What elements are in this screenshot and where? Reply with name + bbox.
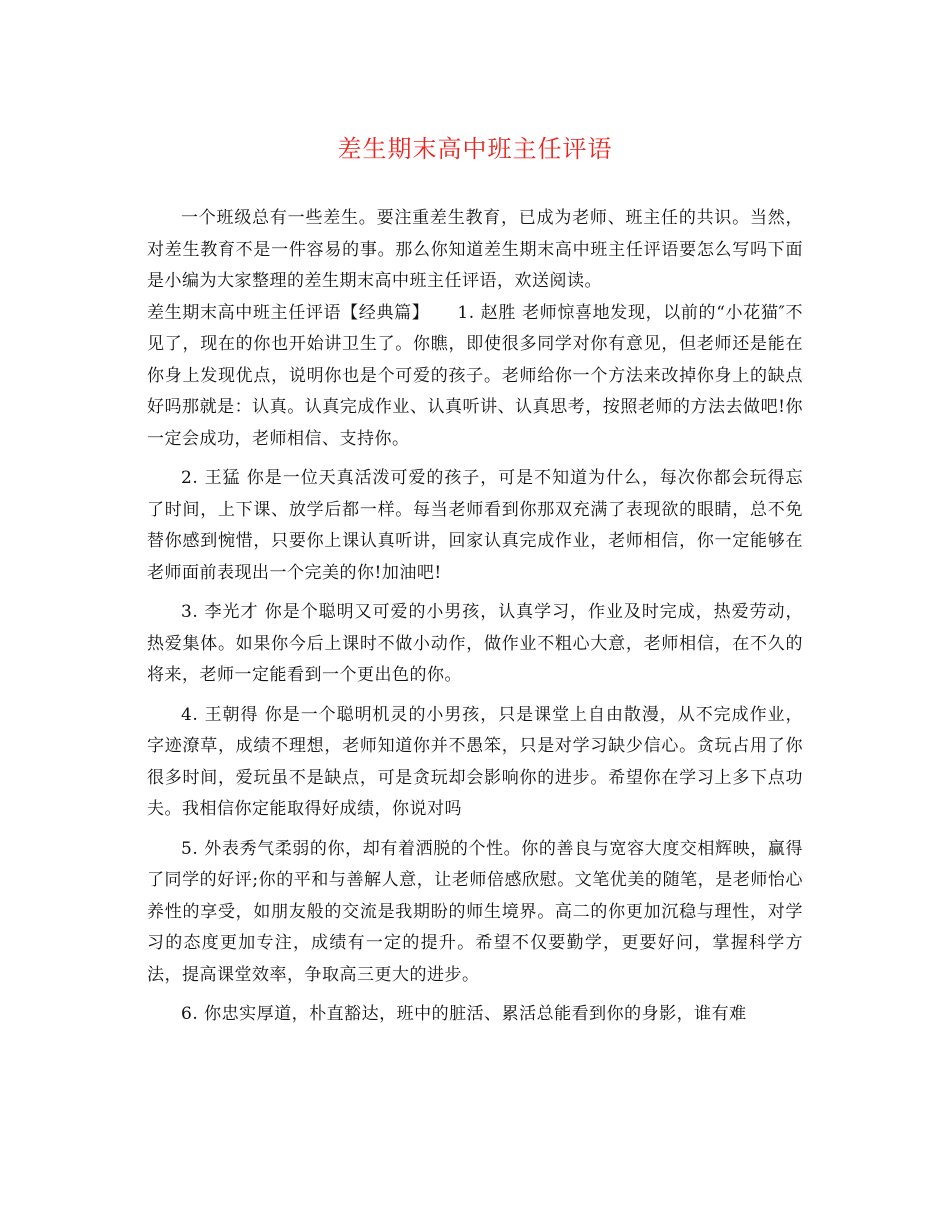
section-paragraph-1 (147, 298, 803, 456)
comment-item-3: 3. 李光才 你是个聪明又可爱的小男孩，认真学习，作业及时完成，热爱劳动，热爱集体。如果你今后上课时不做小动作，做作业不粗心大意，老师相信，在不久的将来，老师一定能看到一个更出色的你。 (147, 602, 803, 685)
intro-paragraph: 一个班级总有一些差生。要注重差生教育，已成为老师、班主任的共识。当然，对差生教育不是一件容易的事。那么你知道差生期末高中班主任评语要怎么写吗下面是小编为大家整理的差生期末高中班主任评语，欢送阅读。 (147, 208, 803, 291)
comment-item-2: 2. 王猛 你是一位天真活泼可爱的孩子，可是不知道为什么，每次你都会玩得忘了时间，上下课、放学后都一样。每当老师看到你那双充满了表现欲的眼睛，总不免替你感到惋惜，只要你上课认真听讲，回家认真完成作业，老师相信，你一定能够在老师面前表现出一个完美的你!加油吧! (147, 468, 803, 583)
comment-item-4: 4. 王朝得 你是一个聪明机灵的小男孩，只是课堂上自由散漫，从不完成作业，字迹潦草，成绩不理想，老师知道你并不愚笨，只是对学习缺少信心。贪玩占用了你很多时间，爱玩虽不是缺点，可是贪玩却会影响你的进步。希望你在学习上多下点功夫。我相信你定能取得好成绩，你说对吗 (147, 704, 803, 819)
document-body (147, 203, 803, 1031)
section-label: 差生期末高中班主任评语【经典篇】 (147, 302, 430, 323)
comment-item-5: 5. 外表秀气柔弱的你，却有着洒脱的个性。你的善良与宽容大度交相辉映，赢得了同学的好评;你的平和与善解人意，让老师倍感欣慰。文笔优美的随笔，是老师怡心养性的享受，如朋友般的交流是我期盼的师生境界。高二的你更加沉稳与理性，对学习的态度更加专注，成绩有一定的提升。希望不仅要勤学，更要好问，掌握科学方法，提高课堂效率，争取高三更大的进步。 (147, 838, 803, 985)
comment-item-1: 1. 赵胜 老师惊喜地发现，以前的“小花猫″不见了，现在的你也开始讲卫生了。你瞧，即使很多同学对你有意见，但老师还是能在你身上发现优点，说明你也是个可爱的孩子。老师给你一个方法来改掉你身上的缺点好吗那就是：认真。认真完成作业、认真听讲、认真思考，按照老师的方法去做吧!你一定会成功，老师相信、支持你。 (147, 302, 804, 449)
comment-item-6: 6. 你忠实厚道，朴直豁达，班中的脏活、累活总能看到你的身影，谁有难 (181, 1004, 747, 1024)
document-title: 差生期末高中班主任评语 (337, 135, 613, 163)
